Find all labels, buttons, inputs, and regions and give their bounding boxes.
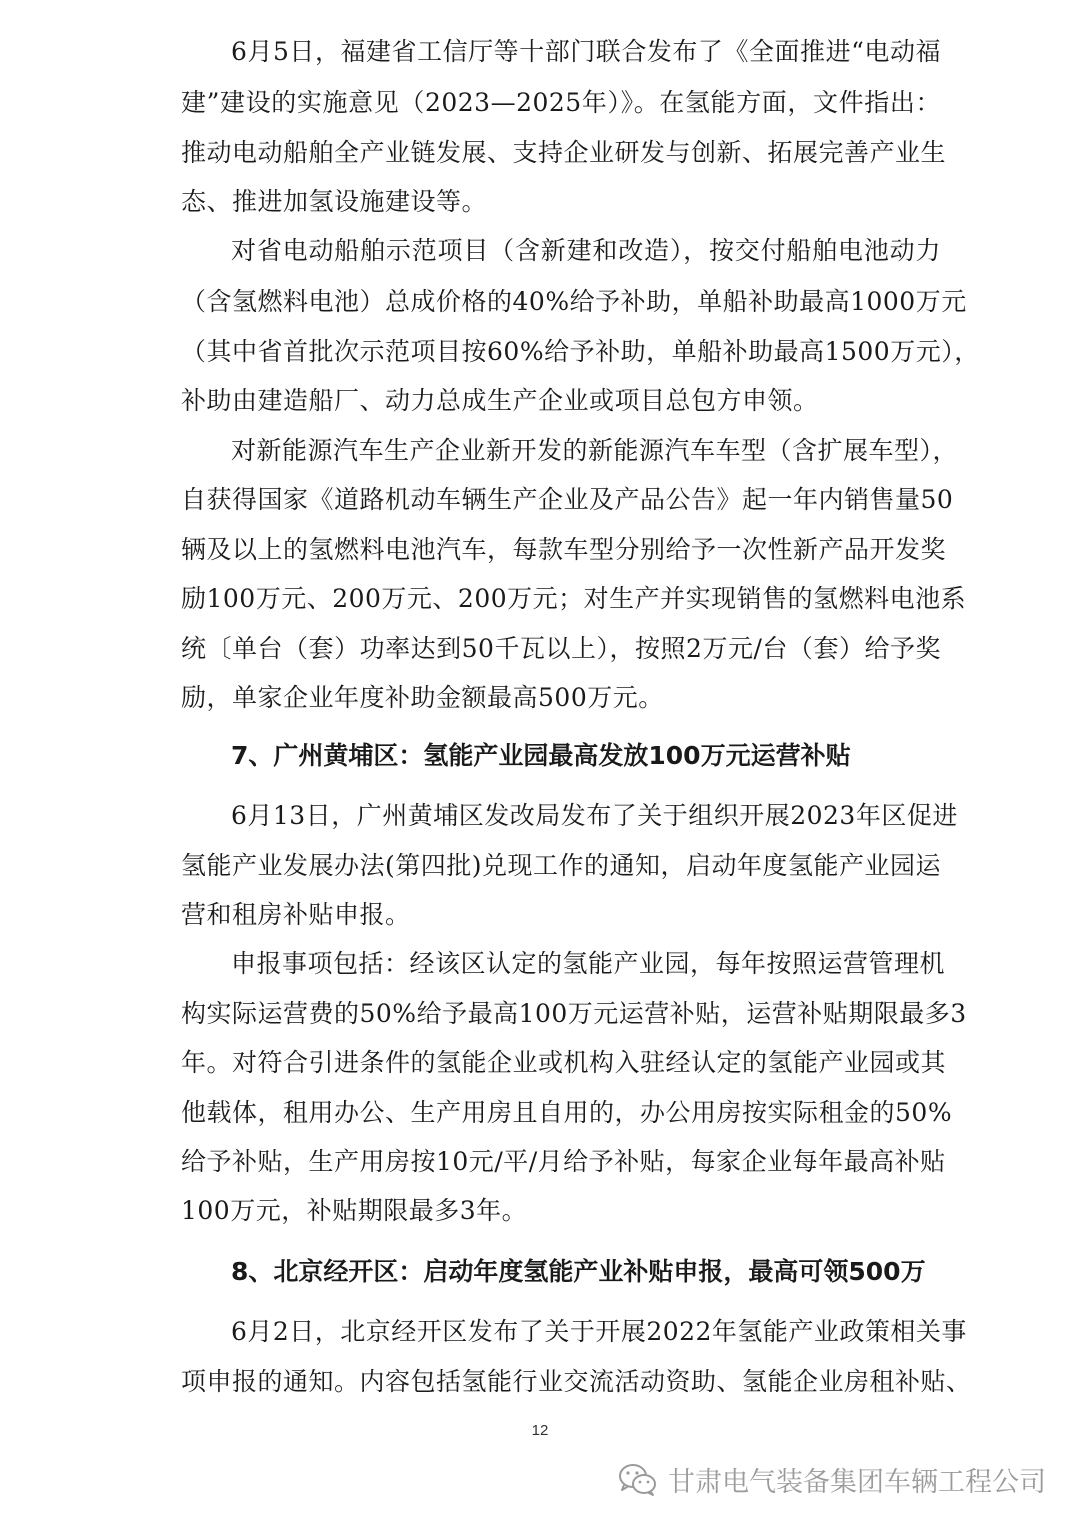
paragraph-1-line-2: 建”建设的实施意见（2023—2025年）》。在氢能方面，文件指出： (181, 88, 941, 117)
paragraph-5-line-5: 给予补贴，生产用房按10元/平/月给予补贴，每家企业每年最高补贴 (181, 1147, 946, 1176)
paragraph-3-line-5: 统〔单台（套）功率达到50千瓦以上），按照2万元/台（套）给予奖 (181, 634, 941, 663)
paragraph-5-line-1: 申报事项包括：经该区认定的氢能产业园，每年按照运营管理机 (231, 949, 946, 978)
section-heading-8: 8、北京经开区：启动年度氢能产业补贴申报，最高可领500万 (231, 1257, 926, 1286)
paragraph-6-line-2: 项申报的通知。内容包括氢能行业交流活动资助、氢能企业房租补贴、 (181, 1367, 972, 1396)
watermark-text: 甘肃电气装备集团车辆工程公司 (668, 1467, 1046, 1498)
wechat-icon (618, 1463, 658, 1497)
paragraph-6-line-1: 6月2日，北京经开区发布了关于开展2022年氢能产业政策相关事 (231, 1317, 967, 1346)
paragraph-3-line-1: 对新能源汽车生产企业新开发的新能源汽车车型（含扩展车型）， (231, 436, 959, 465)
paragraph-2-line-3: （其中省首批次示范项目按60%给予补助，单船补助最高1500万元）， (181, 337, 980, 366)
paragraph-1-line-1: 6月5日，福建省工信厅等十部门联合发布了《全面推进“电动福 (231, 37, 941, 66)
page-number: 12 (531, 1422, 549, 1439)
paragraph-5-line-2: 构实际运营费的50%给予最高100万元运营补贴，运营补贴期限最多3 (181, 999, 967, 1028)
paragraph-3-line-4: 励100万元、200万元、200万元；对生产并实现销售的氢燃料电池系 (181, 584, 967, 613)
paragraph-3-line-2: 自获得国家《道路机动车辆生产企业及产品公告》起一年内销售量50 (181, 485, 954, 514)
paragraph-2-line-2: （含氢燃料电池）总成价格的40%给予补助，单船补助最高1000万元 (181, 287, 967, 316)
paragraph-5-line-6: 100万元，补贴期限最多3年。 (181, 1196, 528, 1225)
paragraph-1-line-3: 推动电动船舶全产业链发展、支持企业研发与创新、拓展完善产业生 (181, 138, 947, 167)
paragraph-3-line-6: 励，单家企业年度补助金额最高500万元。 (181, 683, 664, 712)
paragraph-4-line-3: 营和租房补贴申报。 (181, 900, 411, 929)
paragraph-2-line-4: 补助由建造船厂、动力总成生产企业或项目总包方申领。 (181, 386, 819, 415)
paragraph-4-line-1: 6月13日，广州黄埔区发改局发布了关于组织开展2023年区促进 (231, 801, 958, 830)
paragraph-2-line-1: 对省电动船舶示范项目（含新建和改造），按交付船舶电池动力 (231, 236, 941, 265)
paragraph-5-line-4: 他载体，租用办公、生产用房且自用的，办公用房按实际租金的50% (181, 1098, 953, 1127)
paragraph-3-line-3: 辆及以上的氢燃料电池汽车，每款车型分别给予一次性新产品开发奖 (181, 535, 947, 564)
watermark (618, 1460, 1046, 1499)
paragraph-1-line-4: 态、推进加氢设施建设等。 (181, 187, 488, 216)
paragraph-4-line-2: 氢能产业发展办法(第四批)兑现工作的通知，启动年度氢能产业园运 (181, 851, 942, 880)
section-heading-7: 7、广州黄埔区：氢能产业园最高发放100万元运营补贴 (231, 741, 851, 770)
paragraph-5-line-3: 年。对符合引进条件的氢能企业或机构入驻经认定的氢能产业园或其 (181, 1048, 947, 1077)
